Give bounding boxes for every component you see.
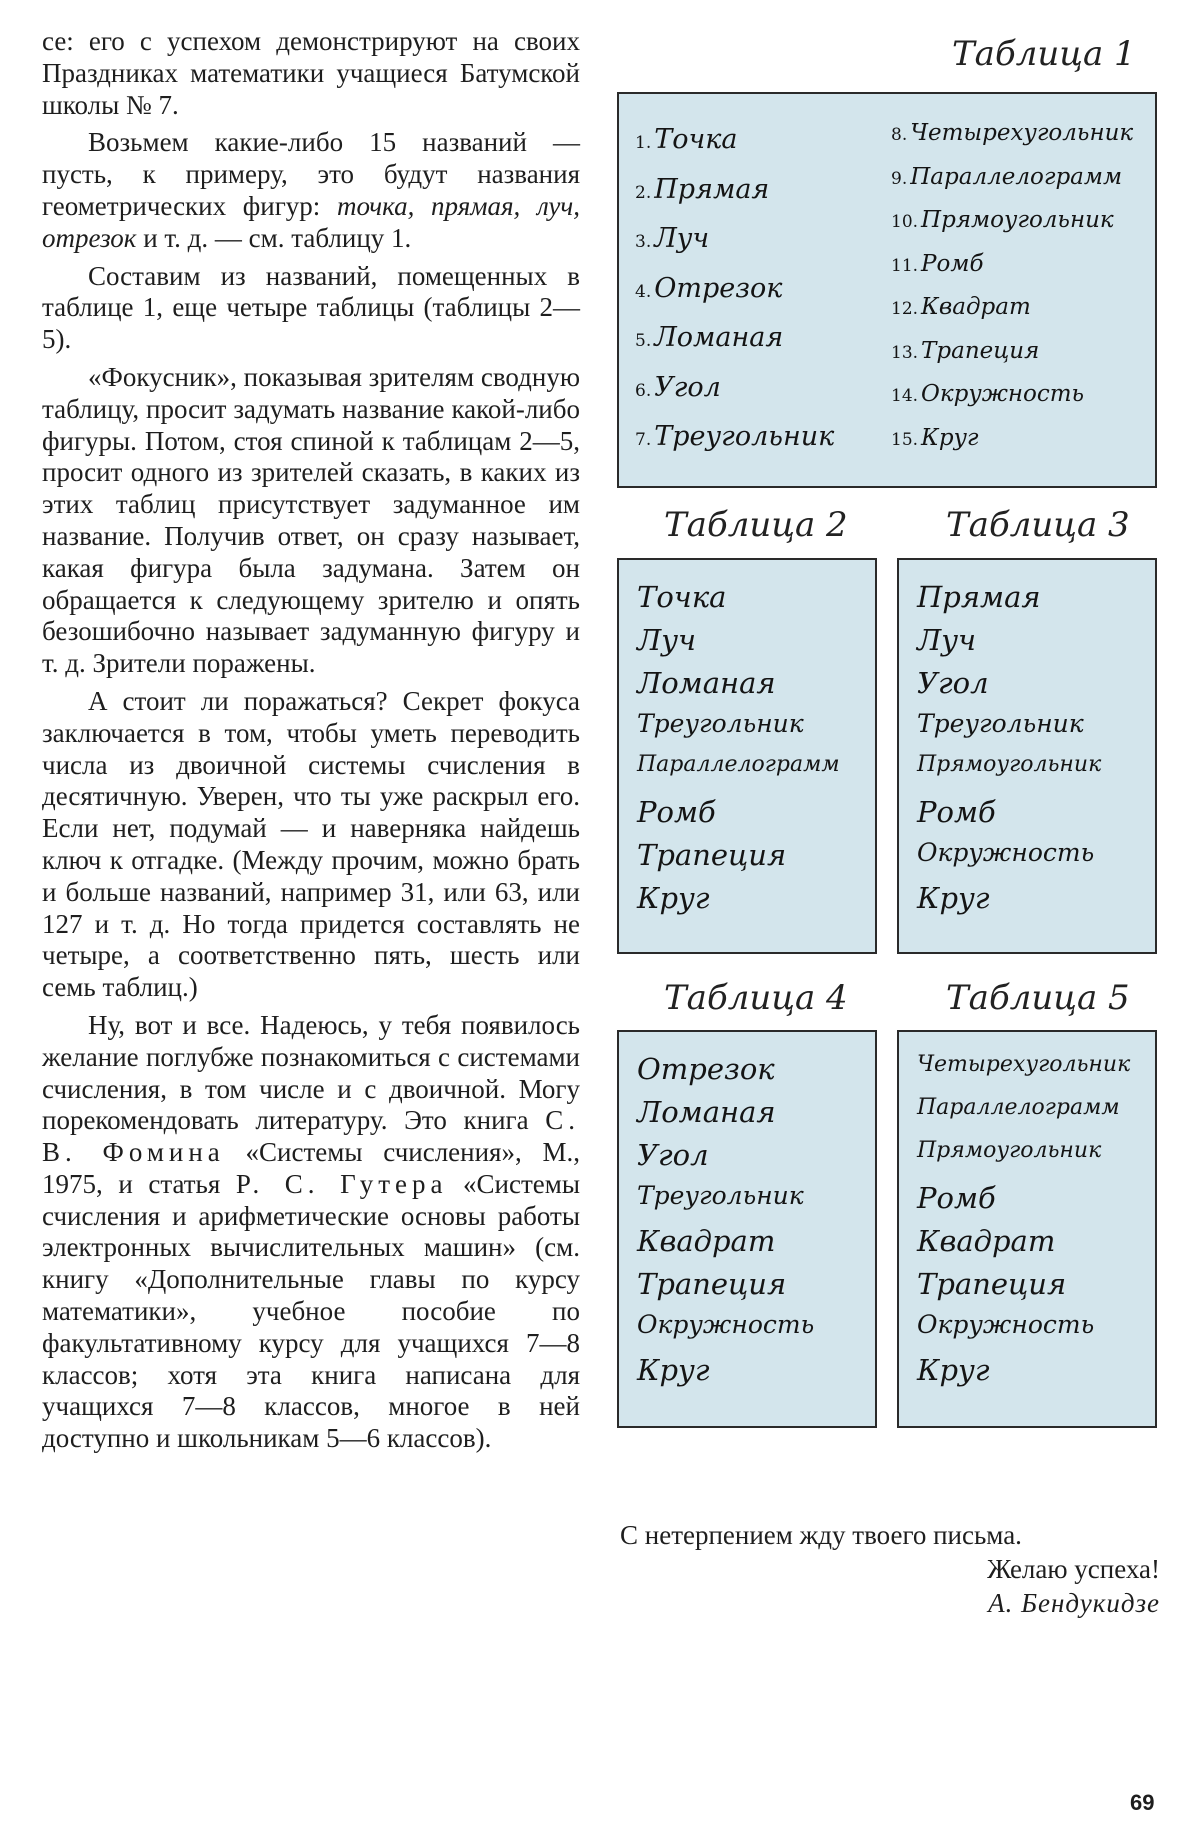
table-4-item: Квадрат	[637, 1224, 776, 1258]
table-3-item: Ромб	[917, 795, 996, 829]
table-3-item: Треугольник	[917, 709, 1084, 738]
paragraph-5: А стоит ли поражаться? Секрет фокуса заключается в том, чтобы уметь переводить числа из двоичной системы счисления в десятичную. Уверен, что ты уже раскрыл его. Если нет, подумай — и наверняка найдешь ключ к отгадке. (Между прочим, можно брать и больше названий, например 31, или 63, или 127 и т. д. Но тогда придется составлять не четыре, а соответственно пять, шесть или семь таблиц.)	[42, 685, 580, 1003]
table-1-item-name: Прямая	[654, 173, 770, 205]
table-5-item: Квадрат	[917, 1224, 1056, 1258]
paragraph-4: «Фокусник», показывая зрителям сводную таблицу, просит задумать название какой-либо фигуры. Потом, стоя спиной к таблицам 2—5, просит одного из зрителей сказать, в каких из этих таблиц присутствует задуманное им название. Получив ответ, он сразу называет, какая фигура была задумана. Затем он обращается к следующему зрителю и опять безошибочно называет задуманную фигуру и т. д. Зрители поражены.	[42, 361, 580, 679]
table-5-item: Ромб	[917, 1181, 996, 1215]
table-2-item: Ломаная	[637, 666, 776, 700]
paragraph-3: Составим из названий, помещенных в таблице 1, еще четыре таблицы (таблицы 2—5).	[42, 260, 580, 355]
table-1-item-number: 13.	[891, 342, 919, 363]
table-5-item: Трапеция	[917, 1267, 1067, 1301]
table-1-item	[635, 273, 782, 304]
table-1-item-number: 4.	[635, 281, 652, 302]
paragraph-6	[42, 1010, 580, 1455]
paragraph-2-italic-figures: точка, прямая, луч, отрезок	[42, 190, 580, 253]
table-1-item	[635, 421, 834, 452]
table-4-item: Отрезок	[637, 1052, 775, 1086]
table-1-item	[635, 372, 721, 403]
table-1-item	[891, 290, 1031, 321]
table-1-item-number: 12.	[891, 299, 919, 319]
table-5-item: Прямоугольник	[917, 1138, 1102, 1163]
closing-line-1: С нетерпением жду твоего письма.	[620, 1520, 1022, 1550]
table-2-item: Луч	[637, 623, 697, 657]
table-3-item: Круг	[917, 881, 990, 915]
author-guter: Р. С. Гутера	[235, 1168, 448, 1199]
article-text-column	[42, 26, 580, 1461]
table-2-item: Ромб	[637, 795, 716, 829]
table-1-item	[891, 203, 1114, 234]
table-1-item-number: 1.	[635, 133, 652, 153]
table-1-item-name: Круг	[921, 424, 979, 451]
paragraph-2-text-b: и т. д. — см. таблицу 1.	[136, 222, 412, 253]
table-4-item: Треугольник	[637, 1181, 804, 1210]
table-2-item: Параллелограмм	[637, 752, 840, 777]
table-4	[617, 1030, 877, 1428]
table-1-item-number: 15.	[891, 429, 919, 450]
table-1-item-name: Угол	[654, 371, 721, 403]
table-3-item: Прямая	[917, 580, 1041, 614]
table-5-item: Окружность	[917, 1310, 1095, 1339]
table-1-item-number: 6.	[635, 380, 652, 401]
paragraph-2-text-a: Возьмем какие-либо 15 названий — пусть, к примеру, это будут названия геометрических фигур:	[42, 127, 580, 221]
table-4-caption: Таблица 4	[664, 978, 848, 1018]
table-1-item	[891, 160, 1122, 191]
table-3-caption: Таблица 3	[946, 505, 1130, 545]
table-3	[897, 558, 1157, 954]
table-1-item-name: Прямоугольник	[921, 207, 1114, 233]
paragraph-6-text-b: «Системы счисления», М., 1975, и статья	[42, 1137, 580, 1199]
table-1-item	[891, 116, 1133, 147]
paragraph-6-text-c: «Системы счисления и арифметические основы работы электронных вычислительных машин» (см. книгу «Дополнительные главы по курсу математики», учебное пособие по факультативному курсу для учащихся 7—8 классов; хотя эта книга написана для учащихся 7—8 классов, многое в ней доступно и школьникам 5—6 классов).	[42, 1168, 581, 1454]
table-1-item-number: 14.	[891, 386, 919, 406]
table-1-item-number: 9.	[891, 168, 908, 189]
table-5-item: Круг	[917, 1353, 990, 1387]
paragraph-1: се: его с успехом демонстрируют на своих Праздниках математики учащиеся Батумской школы № 7.	[42, 26, 580, 120]
table-1-item-name: Точка	[654, 124, 738, 155]
table-5	[897, 1030, 1157, 1428]
table-1-item-name: Луч	[654, 223, 710, 254]
table-1-item-name: Квадрат	[921, 294, 1031, 320]
table-1-item-number: 2.	[635, 182, 652, 203]
table-2-caption: Таблица 2	[664, 505, 848, 545]
table-1-caption: Таблица 1	[952, 34, 1136, 74]
table-1-item	[635, 322, 783, 353]
table-4-item: Ломаная	[637, 1095, 776, 1129]
paragraph-2	[42, 127, 580, 254]
table-5-item: Параллелограмм	[917, 1095, 1120, 1120]
closing-block	[620, 1518, 1160, 1620]
table-1-item-name: Окружность	[921, 381, 1085, 407]
table-4-item: Окружность	[637, 1310, 815, 1339]
table-1-item	[891, 247, 983, 278]
table-1-item-name: Четырехугольник	[910, 120, 1134, 146]
table-3-item: Окружность	[917, 838, 1095, 867]
table-1-item-name: Трапеция	[921, 337, 1040, 364]
paragraph-6-text-a: Ну, вот и все. Надеюсь, у тебя появилось желание поглубже познакомиться с системами счисления, в том числе и с двоичной. Могу порекомендовать литературу. Это книга	[42, 1009, 580, 1136]
table-3-item: Прямоугольник	[917, 752, 1102, 777]
table-4-item: Круг	[637, 1353, 710, 1387]
table-1	[617, 92, 1157, 488]
table-3-item: Угол	[917, 666, 989, 700]
table-1-item	[635, 124, 738, 155]
table-1-item-number: 7.	[635, 430, 652, 450]
table-1-item	[635, 174, 769, 205]
closing-line-2: Желаю успеха!	[987, 1554, 1160, 1584]
table-2-item: Точка	[637, 580, 727, 614]
table-2-item: Треугольник	[637, 709, 804, 738]
table-1-item	[891, 421, 979, 452]
table-2	[617, 558, 877, 954]
table-1-item	[891, 377, 1084, 408]
table-3-item: Луч	[917, 623, 977, 657]
table-5-item: Четырехугольник	[917, 1052, 1131, 1077]
signature: А. Бендукидзе	[988, 1588, 1160, 1618]
table-1-item-number: 8.	[891, 125, 908, 145]
table-1-item-number: 5.	[635, 331, 652, 351]
table-1-item-number: 11.	[891, 255, 919, 276]
table-2-item: Трапеция	[637, 838, 787, 872]
table-1-item	[891, 334, 1039, 365]
table-5-caption: Таблица 5	[946, 978, 1130, 1018]
table-1-item-name: Ромб	[921, 250, 984, 277]
table-1-item-name: Отрезок	[654, 272, 783, 304]
author-fomin: С. В. Фомина	[42, 1105, 580, 1168]
table-1-item	[635, 223, 709, 254]
table-1-item-name: Ломаная	[654, 322, 784, 353]
table-2-item: Круг	[637, 881, 710, 915]
table-4-item: Угол	[637, 1138, 709, 1172]
table-1-item-number: 3.	[635, 232, 652, 252]
page-number: 69	[1130, 1790, 1155, 1815]
table-1-item-number: 10.	[891, 212, 919, 232]
table-4-item: Трапеция	[637, 1267, 787, 1301]
table-1-item-name: Треугольник	[654, 421, 835, 452]
table-1-item-name: Параллелограмм	[910, 163, 1123, 190]
